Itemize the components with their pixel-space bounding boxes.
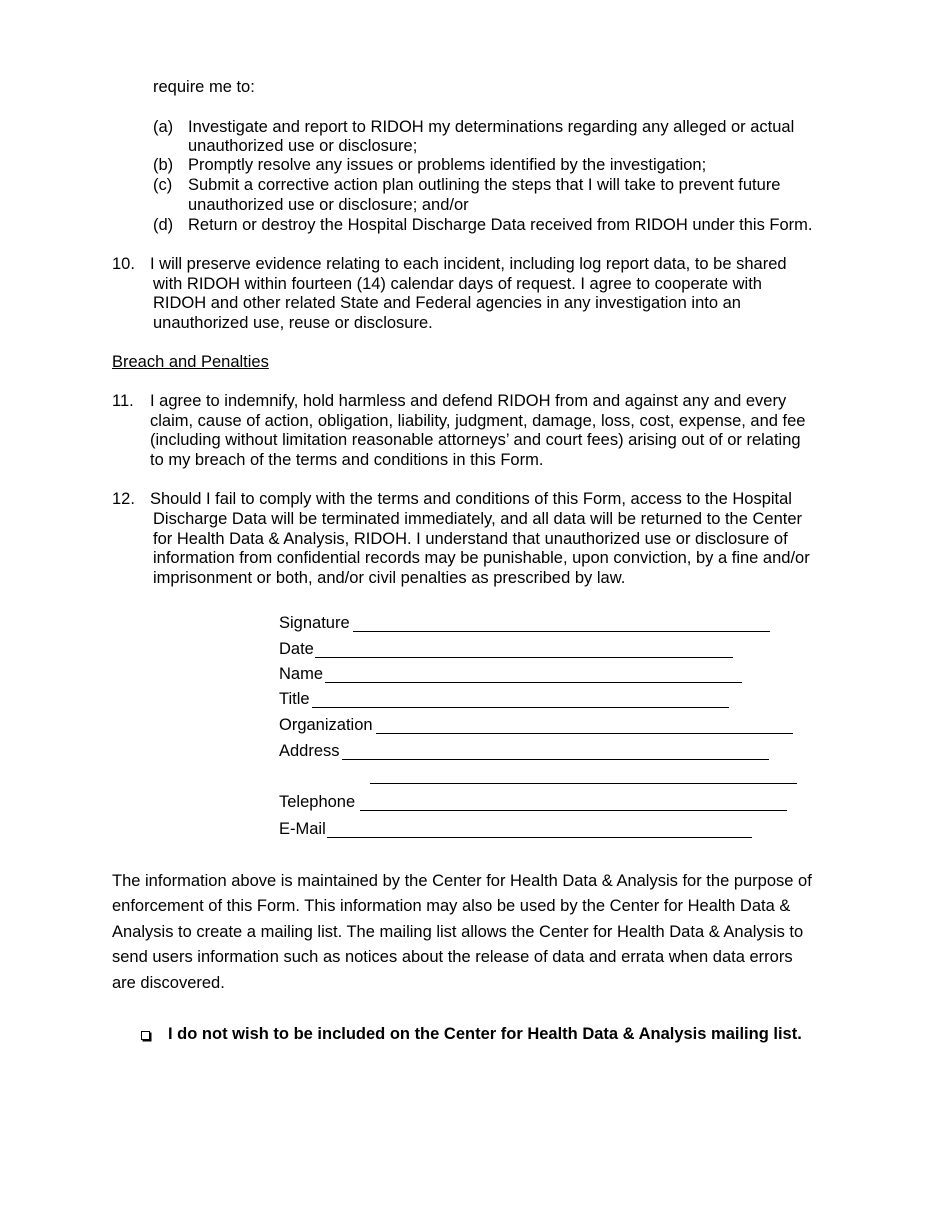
item-text: Should I fail to comply with the terms and conditions of this Form, access to the Hospital (150, 490, 792, 508)
date-line[interactable] (315, 657, 733, 658)
notice-line: The information above is maintained by the Center for Health Data & Analysis for the purpose of (112, 872, 812, 890)
name-line[interactable] (325, 682, 742, 683)
item-text: information from confidential records may be punishable, upon conviction, by a fine and/or (153, 549, 810, 567)
telephone-line[interactable] (360, 810, 787, 811)
item-text: (including without limitation reasonable attorneys’ and court fees) arising out of or relating (150, 431, 801, 449)
item-text: I will preserve evidence relating to each incident, including log report data, to be shared (150, 255, 787, 273)
sub-item-label: (d) (153, 216, 174, 234)
organization-line[interactable] (376, 733, 793, 734)
item-number: 12. (112, 490, 135, 508)
item-text: unauthorized use, reuse or disclosure. (153, 314, 433, 332)
intro-text: require me to: (153, 78, 255, 96)
signature-label: Signature (279, 614, 350, 632)
item-text: with RIDOH within fourteen (14) calendar days of request. I agree to cooperate with (153, 275, 762, 293)
sub-item-label: (a) (153, 118, 174, 136)
date-label: Date (279, 640, 314, 658)
item-text: imprisonment or both, and/or civil penalties as prescribed by law. (153, 569, 626, 587)
sub-item-label: (c) (153, 176, 173, 194)
opt-out-label: I do not wish to be included on the Center for Health Data & Analysis mailing list. (168, 1025, 802, 1043)
telephone-label: Telephone (279, 793, 356, 811)
sub-item-text: Promptly resolve any issues or problems identified by the investigation; (188, 156, 707, 174)
item-text: Discharge Data will be terminated immediately, and all data will be returned to the Center (153, 510, 803, 528)
item-text: I agree to indemnify, hold harmless and defend RIDOH from and against any and every (150, 392, 787, 410)
item-text: claim, cause of action, obligation, liability, judgment, damage, loss, cost, expense, and fee (150, 412, 806, 430)
sub-item-text: Submit a corrective action plan outlining the steps that I will take to prevent future (188, 176, 781, 194)
notice-line: are discovered. (112, 974, 225, 992)
item-number: 11. (112, 392, 134, 410)
title-line[interactable] (312, 707, 729, 708)
sub-item-text: unauthorized use or disclosure; (188, 137, 418, 155)
sub-item-text: unauthorized use or disclosure; and/or (188, 196, 469, 214)
notice-line: enforcement of this Form. This information may also be used by the Center for Health Data & (112, 897, 791, 915)
notice-line: send users information such as notices about the release of data and errata when data errors (112, 948, 793, 966)
organization-label: Organization (279, 716, 373, 734)
item-text: to my breach of the terms and conditions in this Form. (150, 451, 544, 469)
address-line-2[interactable] (370, 783, 797, 784)
title-label: Title (279, 690, 310, 708)
item-text: for Health Data & Analysis, RIDOH. I understand that unauthorized use or disclosure of (153, 530, 788, 548)
item-number: 10. (112, 255, 135, 273)
email-label: E-Mail (279, 820, 326, 838)
opt-out-checkbox[interactable] (141, 1031, 150, 1040)
email-line[interactable] (327, 837, 752, 838)
sub-item-text: Investigate and report to RIDOH my determinations regarding any alleged or actual (188, 118, 795, 136)
address-line[interactable] (342, 759, 769, 760)
sub-item-label: (b) (153, 156, 174, 174)
address-label: Address (279, 742, 340, 760)
sub-item-text: Return or destroy the Hospital Discharge Data received from RIDOH under this Form. (188, 216, 813, 234)
item-text: RIDOH and other related State and Federal agencies in any investigation into an (153, 294, 741, 312)
name-label: Name (279, 665, 324, 683)
signature-line[interactable] (353, 631, 770, 632)
notice-line: Analysis to create a mailing list. The mailing list allows the Center for Health Data & Analysis to (112, 923, 804, 941)
section-heading: Breach and Penalties (112, 353, 269, 371)
